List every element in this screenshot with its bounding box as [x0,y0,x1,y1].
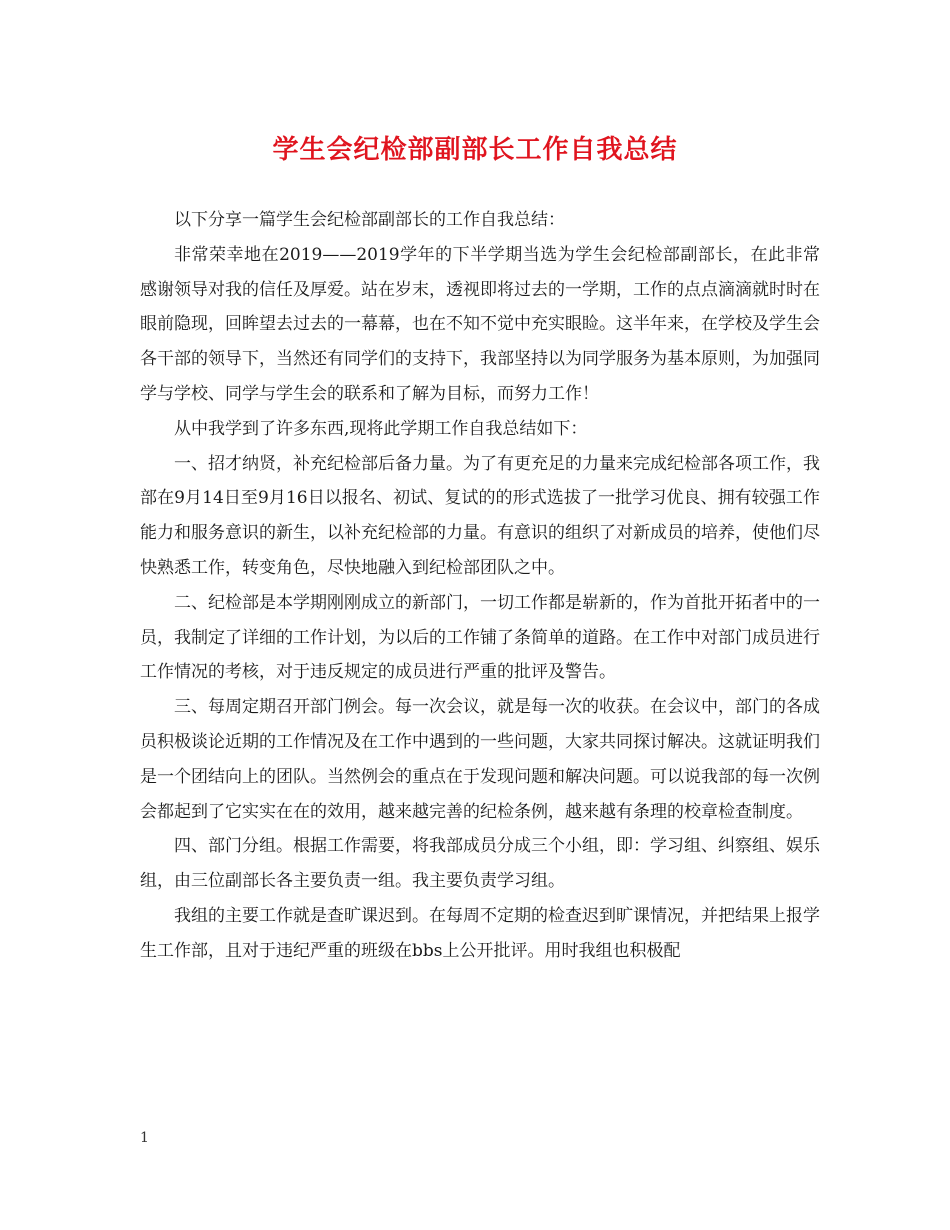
section-one-paragraph: 一、招才纳贤，补充纪检部后备力量。为了有更充足的力量来完成纪检部各项工作，我部在9月14日至9月16日以报名、初试、复试的的形式选拔了一批学习优良、拥有较强工作能力和服务意识的新生，以补充纪检部的力量。有意识的组织了对新成员的培养，使他们尽快熟悉工作，转变角色，尽快地融入到纪检部团队之中。 [140,453,820,578]
document-title: 学生会纪检部副部长工作自我总结 [272,135,678,165]
summary-lead-paragraph: 从中我学到了许多东西,现将此学期工作自我总结如下： [174,418,588,439]
opening-paragraph: 非常荣幸地在2019——2019学年的下半学期当选为学生会纪检部副部长，在此非常感谢领导对我的信任及厚爱。站在岁末，透视即将过去的一学期，工作的点点滴滴就时时在眼前隐现，回眸望去过去的一幕幕，也在不知不觉中充实眼睑。这半年来，在学校及学生会各干部的领导下，当然还有同学们的支持下，我部坚持以为同学服务为基本原则，为加强同学与学校、同学与学生会的联系和了解为目标，而努力工作！ [140,244,820,404]
section-two-paragraph: 二、纪检部是本学期刚刚成立的新部门，一切工作都是崭新的，作为首批开拓者中的一员，我制定了详细的工作计划，为以后的工作铺了条简单的道路。在工作中对部门成员进行工作情况的考核，对于违反规定的成员进行严重的批评及警告。 [140,592,820,683]
study-group-paragraph: 我组的主要工作就是查旷课迟到。在每周不定期的检查迟到旷课情况，并把结果上报学生工作部，且对于违纪严重的班级在bbs上公开批评。用时我组也积极配 [140,905,820,961]
page-number: 1 [140,1130,149,1146]
section-three-paragraph: 三、每周定期召开部门例会。每一次会议，就是每一次的收获。在会议中，部门的各成员积极谈论近期的工作情况及在工作中遇到的一些问题，大家共同探讨解决。这就证明我们是一个团结向上的团队。当然例会的重点在于发现问题和解决问题。可以说我部的每一次例会都起到了它实实在在的效用，越来越完善的纪检条例，越来越有条理的校章检查制度。 [140,697,820,822]
section-four-paragraph: 四、部门分组。根据工作需要，将我部成员分成三个小组，即：学习组、纠察组、娱乐组，由三位副部长各主要负责一组。我主要负责学习组。 [140,836,820,892]
document-body [140,203,820,969]
intro-paragraph: 以下分享一篇学生会纪检部副部长的工作自我总结： [174,210,565,230]
